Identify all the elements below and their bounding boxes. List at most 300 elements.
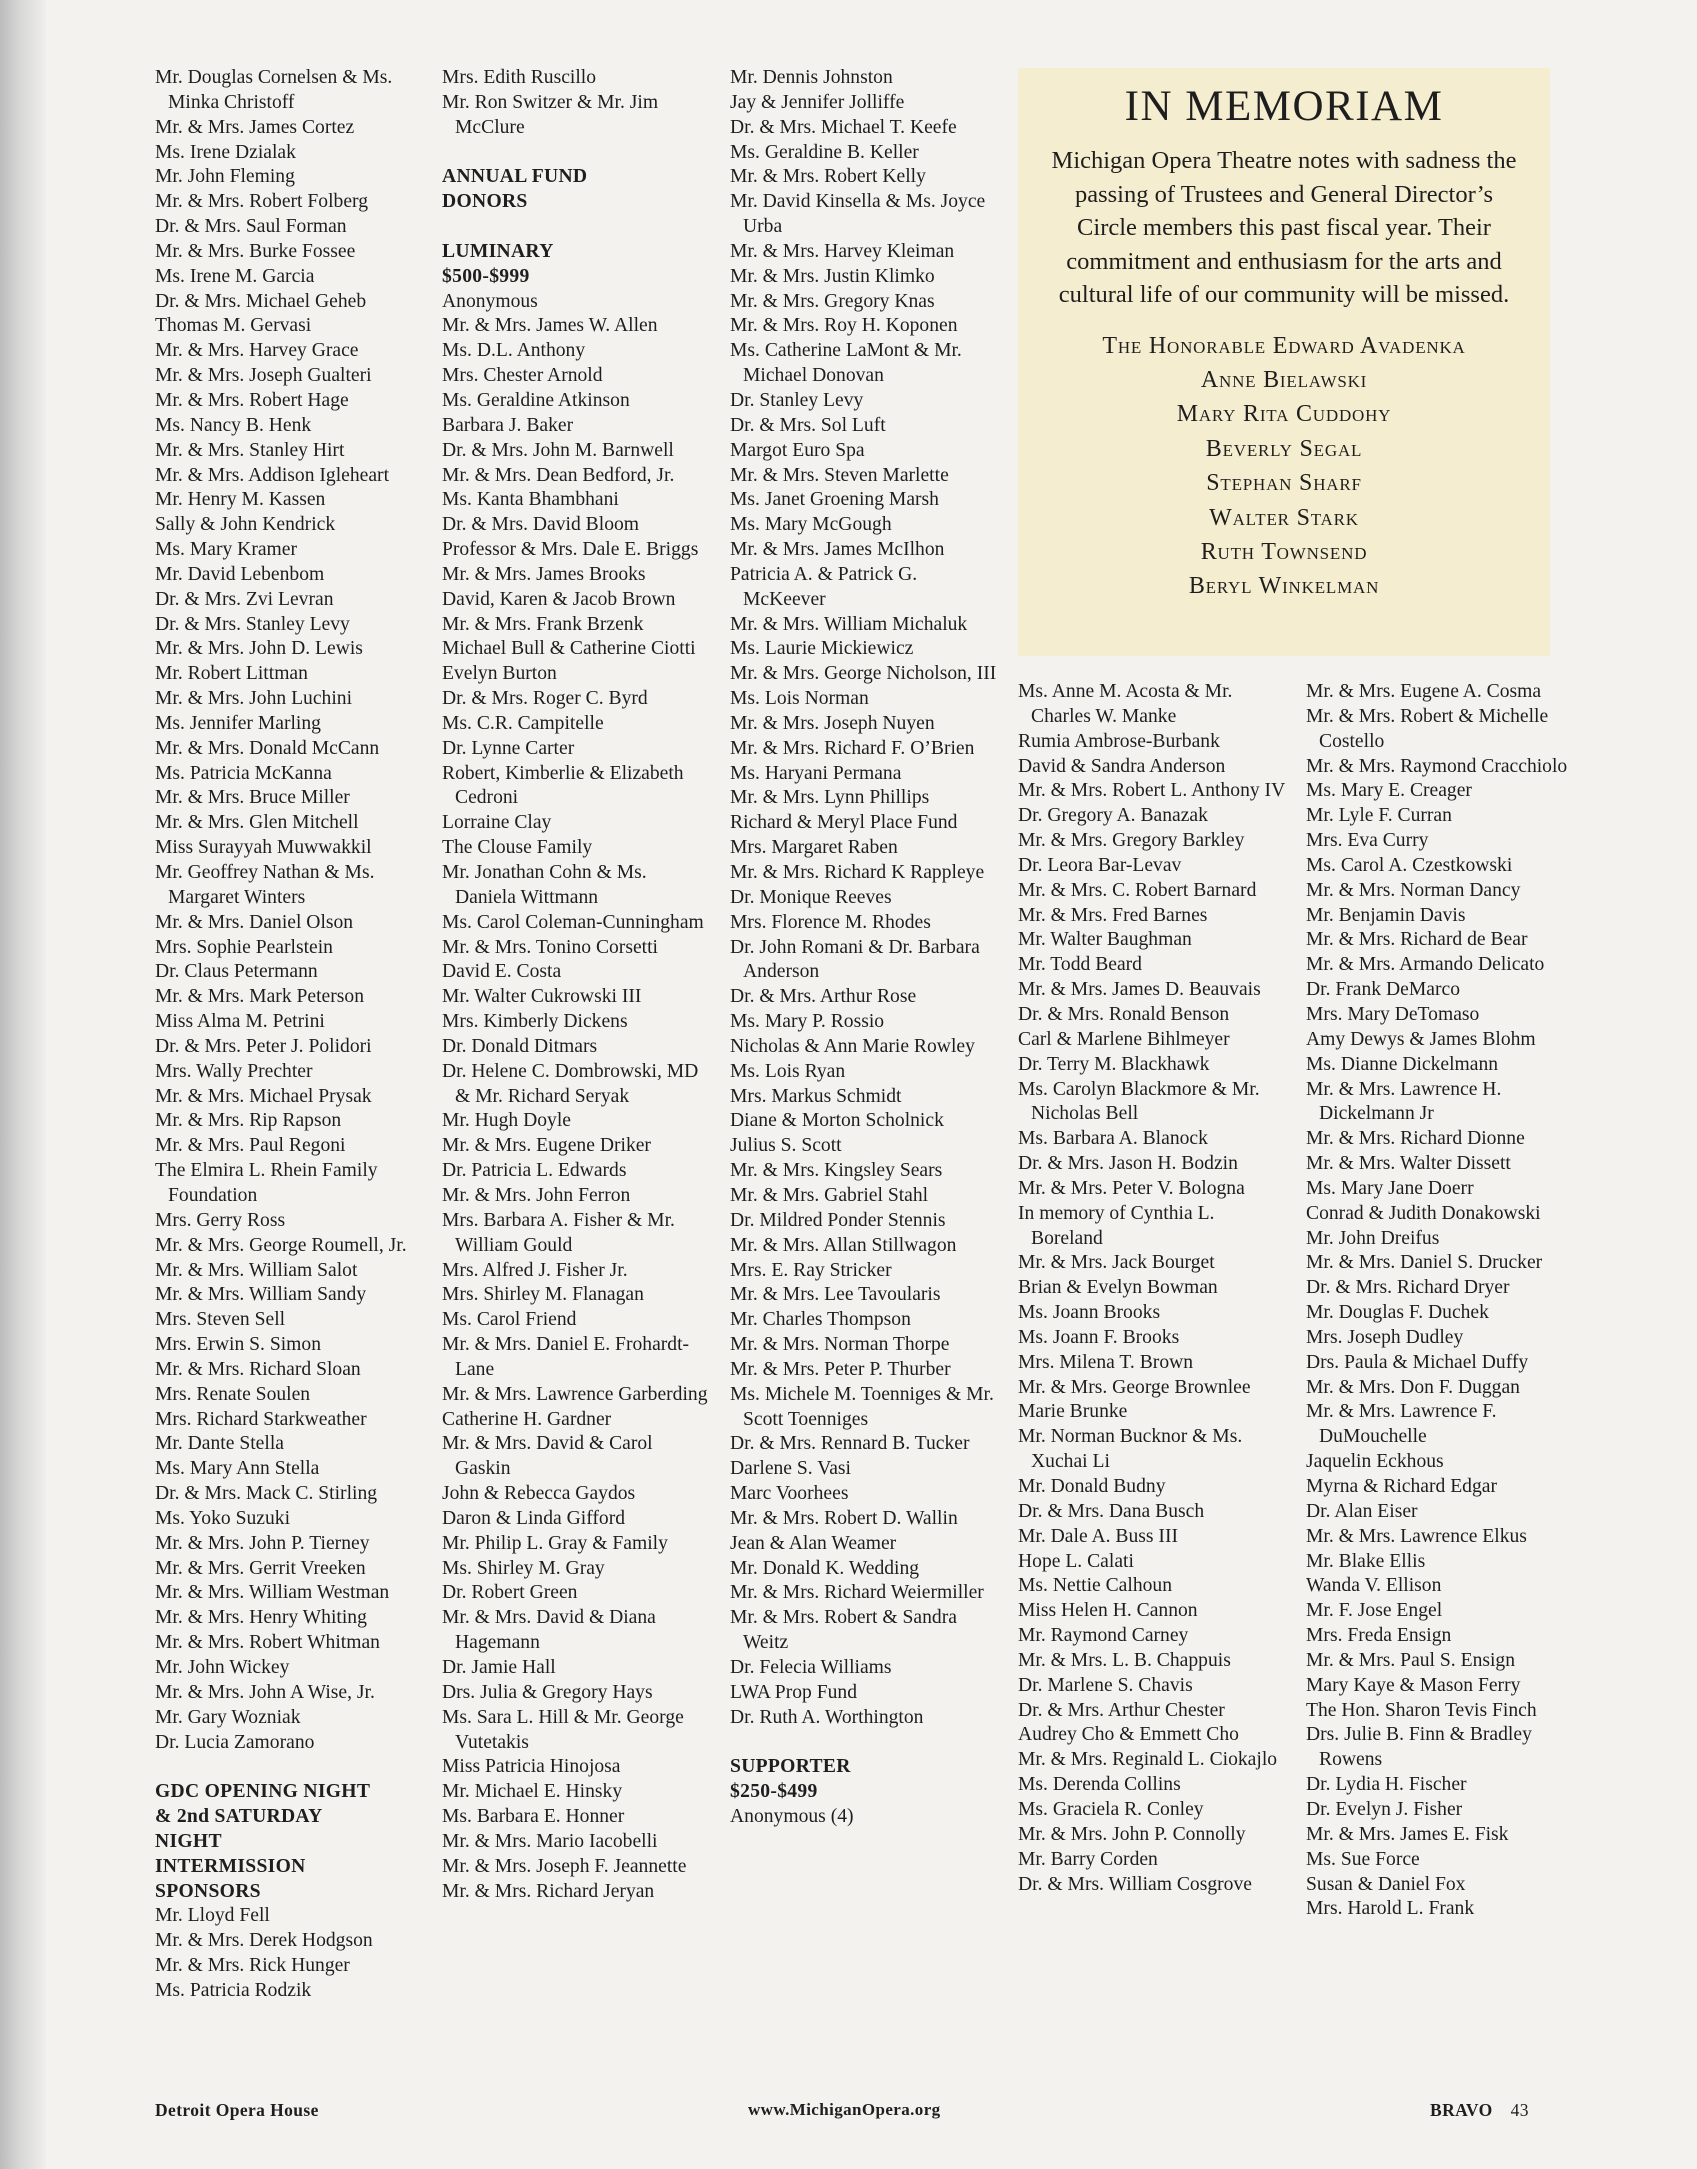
donor-entry: Ms. Mary Ann Stella [155,1458,320,1480]
donor-entry: Mr. John Fleming [155,166,295,188]
donor-entry: Dr. & Mrs. Roger C. Byrd [442,688,648,710]
memoriam-name: Beryl Winkelman [1188,573,1380,600]
donor-entry: Mrs. Gerry Ross [155,1209,286,1231]
donor-entry: Mr. Donald K. Wedding [730,1557,920,1579]
donor-entry: Mr. & Mrs. John P. Connolly [1018,1823,1246,1845]
donor-entry: Mr. & Mrs. Robert Whitman [155,1632,380,1654]
donor-entry: Ms. Nettie Calhoun [1018,1575,1173,1597]
donor-entry: Mr. & Mrs. Robert L. Anthony IV [1018,780,1286,802]
donor-entry: Mr. & Mrs. Richard F. O’Brien [730,737,975,759]
donor-entry: Ms. Kanta Bhambhani [442,489,619,511]
donor-entry: Mr. & Mrs. John P. Tierney [155,1532,370,1554]
donor-entry: Mr. & Mrs. James McIlhon [730,539,945,561]
page-spine-shadow [0,0,46,2169]
section-heading: NIGHT [155,1830,222,1852]
donor-entry: Sally & John Kendrick [155,514,336,536]
donor-entry: Mr. & Mrs. C. Robert Barnard [1018,879,1257,901]
memoriam-name: Mary Rita Cuddohy [1176,401,1392,428]
donor-entry: Mrs. Steven Sell [155,1309,286,1331]
donor-entry: Marie Brunke [1018,1401,1128,1423]
memoriam-name: Anne Bielawski [1200,366,1368,393]
donor-entry: Ms. Michele M. Toenniges & Mr. Scott Toenniges [730,1383,994,1430]
donor-entry: Diane & Morton Scholnick [730,1110,944,1132]
section-spacer [730,1731,998,1756]
donor-entry: Dr. Terry M. Blackhawk [1018,1053,1210,1075]
donor-entry: Mr. & Mrs. Derek Hodgson [155,1930,373,1952]
donor-entry: LWA Prop Fund [730,1681,858,1703]
section-heading: SPONSORS [155,1880,261,1902]
memoriam-message: Michigan Opera Theatre notes with sadness the passing of Trustees and General Director’s Circle members this past fiscal year. Their commitment and enthusiasm for the arts and cultural life of our community will be missed. [1051,147,1517,308]
donor-entry: Michael Bull & Catherine Ciotti [442,638,696,660]
donor-entry: Mrs. Florence M. Rhodes [730,911,931,933]
donor-entry: Mr. & Mrs. Donald McCann [155,737,380,759]
donor-entry: Nicholas & Ann Marie Rowley [730,1035,975,1057]
donor-entry: Dr. John Romani & Dr. Barbara Anderson [730,936,980,983]
donor-entry: Mr. Dennis Johnston [730,67,893,88]
donor-entry: Mr. & Mrs. Eugene A. Cosma [1306,681,1542,702]
memoriam-name: Walter Stark [1209,504,1359,531]
donor-entry: Mr. & Mrs. L. B. Chappuis [1018,1649,1231,1671]
donor-entry: Mr. & Mrs. Gregory Knas [730,290,935,312]
donor-entry: Mr. & Mrs. James Cortez [155,116,355,138]
donor-entry: Ms. Haryani Permana [730,762,902,784]
section-spacer [155,1755,423,1780]
section-heading: DONORS [442,191,528,213]
donor-entry: Mrs. Joseph Dudley [1306,1326,1464,1348]
donor-entry: Mrs. Erwin S. Simon [155,1334,322,1356]
donor-entry: Jean & Alan Weamer [730,1532,897,1554]
donor-entry: Mr. & Mrs. Norman Thorpe [730,1334,950,1356]
donor-entry: Darlene S. Vasi [730,1458,851,1480]
donor-entry: Mr. & Mrs. George Brownlee [1018,1376,1251,1398]
donor-entry: Mr. Charles Thompson [730,1309,911,1331]
donor-entry: Rumia Ambrose-Burbank [1018,730,1220,752]
donor-entry: Mrs. Kimberly Dickens [442,1011,628,1033]
donor-entry: Mr. & Mrs. William Westman [155,1582,390,1604]
donor-entry: Mr. Douglas Cornelsen & Ms. Minka Christoff [155,67,393,113]
donor-entry: Mr. & Mrs. Peter V. Bologna [1018,1177,1245,1199]
donor-entry: Mr. & Mrs. John D. Lewis [155,638,363,660]
donor-entry: Mr. Donald Budny [1018,1476,1166,1497]
donor-entry: Mrs. Alfred J. Fisher Jr. [442,1259,628,1281]
donor-entry: Catherine H. Gardner [442,1408,612,1430]
donor-entry: Mr. & Mrs. Robert Folberg [155,191,368,213]
donor-entry: Dr. Evelyn J. Fisher [1306,1798,1463,1820]
donor-entry: Mr. Walter Cukrowski III [442,986,642,1008]
donor-entry: Mr. & Mrs. Jack Bourget [1018,1252,1215,1274]
donor-entry: Mr. & Mrs. George Nicholson, III [730,663,997,685]
donor-entry: Dr. Marlene S. Chavis [1018,1674,1193,1696]
donor-entry: Dr. & Mrs. David Bloom [442,514,640,536]
donor-entry: Daron & Linda Gifford [442,1507,626,1529]
donor-entry: Robert, Kimberlie & Elizabeth Cedroni [442,762,684,809]
donor-entry: Mrs. Edith Ruscillo [442,67,597,88]
donor-entry: Dr. Donald Ditmars [442,1035,598,1057]
donor-entry: Jay & Jennifer Jolliffe [730,91,905,113]
donor-entry: Mr. & Mrs. Richard Weiermiller [730,1582,984,1604]
donor-entry: Mrs. Harold L. Frank [1306,1898,1475,1920]
section-spacer [442,141,710,166]
donor-entry: Myrna & Richard Edgar [1306,1476,1497,1497]
donor-entry: Susan & Daniel Fox [1306,1873,1466,1895]
donor-entry: Miss Helen H. Cannon [1018,1600,1198,1622]
donor-entry: Mr. & Mrs. Norman Dancy [1306,879,1521,901]
donor-entry: Ms. Carol A. Czestkowski [1306,854,1513,876]
donor-entry: Mr. & Mrs. Stanley Hirt [155,439,345,461]
donor-column-2 [442,66,710,1904]
donor-entry: Mr. & Mrs. Paul Regoni [155,1135,346,1157]
donor-entry: Dr. & Mrs. William Cosgrove [1018,1873,1252,1895]
donor-entry: Mr. & Mrs. Lawrence H. Dickelmann Jr [1306,1078,1502,1125]
donor-entry: Dr. Lynne Carter [442,737,575,759]
donor-entry: Ms. Lois Norman [730,688,869,710]
donor-entry: Mr. & Mrs. Harvey Grace [155,340,359,362]
donor-entry: Ms. Derenda Collins [1018,1774,1181,1796]
donor-entry: Dr. & Mrs. Sol Luft [730,414,886,436]
donor-entry: Mr. & Mrs. William Sandy [155,1284,367,1306]
donor-entry: Dr. Lucia Zamorano [155,1731,315,1753]
donor-entry: Ms. Nancy B. Henk [155,414,312,436]
donor-entry: Mr. & Mrs. Robert Kelly [730,166,926,188]
donor-entry: Mr. & Mrs. Armando Delicato [1306,954,1545,976]
footer-magazine: BRAVO [1430,2100,1493,2120]
donor-entry: Mr. & Mrs. Michael Prysak [155,1085,372,1107]
donor-entry: Dr. Robert Green [442,1582,578,1604]
donor-entry: Mrs. Chester Arnold [442,365,603,387]
donor-entry: Mr. Walter Baughman [1018,929,1192,951]
donor-entry: Dr. Alan Eiser [1306,1500,1418,1522]
donor-entry: Mr. Ron Switzer & Mr. Jim McClure [442,91,659,138]
donor-column-3 [730,66,998,1830]
donor-entry: Mr. David Kinsella & Ms. Joyce Urba [730,191,986,238]
donor-entry: Mr. & Mrs. Tonino Corsetti [442,936,658,958]
donor-entry: Richard & Meryl Place Fund [730,812,958,834]
donor-entry: Mr. & Mrs. John A Wise, Jr. [155,1681,375,1703]
donor-entry: Mr. Barry Corden [1018,1848,1158,1870]
donor-entry: Mr. & Mrs. Walter Dissett [1306,1153,1511,1175]
donor-entry: Mr. Hugh Doyle [442,1110,571,1132]
donor-entry: Mr. & Mrs. Glen Mitchell [155,812,359,834]
donor-entry: Dr. Patricia L. Edwards [442,1160,627,1182]
footer-website: www.MichiganOpera.org [748,2100,941,2119]
donor-entry: Mr. & Mrs. Justin Klimko [730,265,935,287]
donor-entry: Ms. Sara L. Hill & Mr. George Vutetakis [442,1706,684,1753]
donor-entry: Carl & Marlene Bihlmeyer [1018,1028,1230,1050]
donor-entry: Mr. & Mrs. George Roumell, Jr. [155,1234,407,1256]
donor-entry: Drs. Julie B. Finn & Bradley Rowens [1306,1724,1532,1771]
donor-entry: Mr. Douglas F. Duchek [1306,1302,1489,1324]
donor-entry: Mr. & Mrs. James D. Beauvais [1018,979,1261,1001]
donor-entry: Mr. & Mrs. Frank Brzenk [442,613,644,635]
donor-entry: Ms. Joann Brooks [1018,1302,1161,1324]
donor-entry: Mr. David Lebenbom [155,563,325,585]
donor-entry: Mr. & Mrs. Dean Bedford, Jr. [442,464,675,486]
donor-entry: Mr. & Mrs. William Salot [155,1259,358,1281]
donor-entry: John & Rebecca Gaydos [442,1483,636,1505]
donor-entry: Mr. Blake Ellis [1306,1550,1426,1572]
donor-entry: Mr. & Mrs. James W. Allen [442,315,658,337]
donor-entry: Mr. & Mrs. Lee Tavoularis [730,1284,941,1306]
donor-entry: Mr. & Mrs. Rick Hunger [155,1955,350,1977]
donor-entry: Mrs. E. Ray Stricker [730,1259,892,1281]
donor-entry: Mr. & Mrs. Fred Barnes [1018,904,1208,926]
donor-entry: Ms. Jennifer Marling [155,712,321,734]
donor-entry: Mr. & Mrs. Richard de Bear [1306,929,1528,951]
donor-entry: Mrs. Richard Starkweather [155,1408,367,1430]
donor-entry: David, Karen & Jacob Brown [442,588,676,610]
donor-entry: Miss Patricia Hinojosa [442,1756,621,1778]
donor-entry: Ms. Lois Ryan [730,1060,846,1082]
donor-entry: Dr. & Mrs. Ronald Benson [1018,1003,1230,1025]
donor-entry: Ms. Irene M. Garcia [155,265,315,287]
memoriam-names [1018,329,1550,604]
donor-entry: Ms. Carol Coleman-Cunningham [442,911,704,933]
donor-entry: Dr. & Mrs. Zvi Levran [155,588,334,610]
donor-entry: Mr. Robert Littman [155,663,308,685]
section-heading: INTERMISSION [155,1855,306,1877]
donor-entry: Dr. Ruth A. Worthington [730,1706,924,1728]
donor-entry: Patricia A. & Patrick G. McKeever [730,563,918,610]
donor-entry: Mr. & Mrs. William Michaluk [730,613,968,635]
donor-entry: Mr. & Mrs. Mario Iacobelli [442,1830,658,1852]
donor-entry: Dr. & Mrs. Jason H. Bodzin [1018,1153,1238,1175]
page-number: 43 [1510,2100,1529,2120]
donor-entry: Mr. & Mrs. Joseph Gualteri [155,365,372,387]
donor-entry: Dr. Monique Reeves [730,886,892,908]
donor-entry: Mr. & Mrs. John Luchini [155,688,353,710]
donor-entry: Thomas M. Gervasi [155,315,312,337]
donor-entry: David & Sandra Anderson [1018,755,1226,777]
donor-entry: Mr. & Mrs. Lawrence F. DuMouchelle [1306,1401,1497,1448]
donor-column-4 [1018,680,1288,1897]
donor-entry: Mr. & Mrs. John Ferron [442,1184,631,1206]
donor-entry: Mr. Norman Bucknor & Ms. Xuchai Li [1018,1426,1243,1473]
donor-entry: Ms. Laurie Mickiewicz [730,638,914,660]
donor-entry: Drs. Paula & Michael Duffy [1306,1351,1529,1373]
donor-entry: Ms. Irene Dzialak [155,141,296,163]
in-memoriam-box [1018,68,1550,656]
donor-entry: Julius S. Scott [730,1135,842,1157]
donor-entry: Mrs. Milena T. Brown [1018,1351,1194,1373]
donor-entry: Mrs. Mary DeTomaso [1306,1003,1480,1025]
donor-entry: Anonymous [442,290,538,312]
donor-entry: Mr. & Mrs. Harvey Kleiman [730,240,955,262]
donor-entry: Mr. & Mrs. Robert & Michelle Costello [1306,705,1549,752]
donor-entry: Mr. & Mrs. Eugene Driker [442,1135,651,1157]
section-heading: ANNUAL FUND [442,166,588,188]
donor-entry: David E. Costa [442,961,562,983]
donor-entry: Mr. & Mrs. Joseph Nuyen [730,712,935,734]
donor-entry: Mr. Todd Beard [1018,954,1142,976]
donor-entry: Ms. Mary P. Rossio [730,1011,885,1033]
donor-entry: Ms. Anne M. Acosta & Mr. Charles W. Manke [1018,681,1233,727]
donor-entry: The Clouse Family [442,837,593,859]
donor-entry: Ms. Mary E. Creager [1306,780,1472,802]
donor-entry: Dr. & Mrs. Arthur Rose [730,986,917,1008]
donor-entry: Ms. Dianne Dickelmann [1306,1053,1499,1075]
donor-entry: Mr. Gary Wozniak [155,1706,301,1728]
donor-entry: Evelyn Burton [442,663,557,685]
donor-entry: Professor & Mrs. Dale E. Briggs [442,539,699,561]
memoriam-name: Ruth Townsend [1200,538,1368,565]
donor-entry: Dr. Gregory A. Banazak [1018,805,1208,827]
donor-entry: Mr. Benjamin Davis [1306,904,1466,926]
donor-entry: In memory of Cynthia L. Boreland [1018,1202,1215,1249]
memoriam-name: The Honorable Edward Avadenka [1102,332,1466,359]
donor-entry: Lorraine Clay [442,812,552,834]
donor-entry: Mrs. Margaret Raben [730,837,898,859]
donor-entry: Mr. & Mrs. Peter P. Thurber [730,1358,951,1380]
donor-entry: Dr. Mildred Ponder Stennis [730,1209,946,1231]
donor-entry: Dr. & Mrs. Richard Dryer [1306,1277,1510,1299]
donor-entry: Mrs. Freda Ensign [1306,1625,1452,1647]
donor-entry: Mr. & Mrs. James E. Fisk [1306,1823,1509,1845]
donor-entry: Mr. & Mrs. Don F. Duggan [1306,1376,1520,1398]
section-heading: $500-$999 [442,265,530,287]
donor-entry: Mr. & Mrs. Lynn Phillips [730,787,930,809]
donor-entry: Mr. & Mrs. Reginald L. Ciokajlo [1018,1749,1278,1771]
donor-entry: Mr. & Mrs. David & Diana Hagemann [442,1607,656,1654]
donor-entry: Mr. & Mrs. Richard Dionne [1306,1128,1525,1150]
donor-entry: Ms. Barbara E. Honner [442,1806,625,1828]
donor-entry: Mr. & Mrs. Robert D. Wallin [730,1507,958,1529]
section-heading: GDC OPENING NIGHT [155,1781,371,1803]
donor-column-5 [1306,680,1576,1922]
donor-entry: Dr. Jamie Hall [442,1657,556,1678]
donor-entry: Dr. Felecia Williams [730,1657,892,1678]
memoriam-name: Stephan Sharf [1206,470,1362,497]
donor-entry: Conrad & Judith Donakowski [1306,1202,1541,1224]
donor-entry: Mr. & Mrs. Daniel E. Frohardt-Lane [442,1334,690,1380]
donor-entry: Ms. Shirley M. Gray [442,1557,605,1579]
donor-entry: Mr. Dante Stella [155,1433,284,1455]
donor-entry: Mr. & Mrs. Henry Whiting [155,1607,367,1629]
donor-entry: Mary Kaye & Mason Ferry [1306,1674,1521,1696]
donor-entry: Mrs. Barbara A. Fisher & Mr. William Gould [442,1209,675,1256]
donor-entry: Ms. Geraldine B. Keller [730,141,919,163]
donor-entry: Mr. & Mrs. Mark Peterson [155,986,364,1008]
donor-entry: Dr. & Mrs. Michael T. Keefe [730,116,957,138]
donor-entry: Mr. Lloyd Fell [155,1905,270,1927]
donor-entry: Mr. & Mrs. Joseph F. Jeannette [442,1855,687,1877]
donor-entry: Mr. John Wickey [155,1657,290,1678]
donor-entry: Mr. & Mrs. Daniel Olson [155,911,354,933]
donor-column-1 [155,66,423,2004]
donor-entry: Ms. Geraldine Atkinson [442,389,630,411]
donor-entry: Dr. & Mrs. John M. Barnwell [442,439,674,461]
donor-entry: Dr. Helene C. Dombrowski, MD & Mr. Richard Seryak [442,1060,699,1107]
donor-entry: Dr. Leora Bar-Levav [1018,854,1182,876]
donor-entry: Mr. Dale A. Buss III [1018,1525,1179,1547]
donor-entry: Mr. & Mrs. Raymond Cracchiolo [1306,755,1568,777]
donor-entry: Mr. & Mrs. Paul S. Ensign [1306,1649,1516,1671]
donor-entry: Ms. Carol Friend [442,1309,577,1331]
donor-entry: Mr. & Mrs. Roy H. Koponen [730,315,958,337]
donor-entry: Ms. Carolyn Blackmore & Mr. Nicholas Bell [1018,1078,1260,1125]
donor-entry: Mr. & Mrs. Kingsley Sears [730,1160,943,1182]
donor-entry: Mr. Philip L. Gray & Family [442,1532,668,1554]
donor-entry: Mr. & Mrs. Robert & Sandra Weitz [730,1607,957,1654]
donor-entry: Ms. Mary Kramer [155,539,298,561]
donor-entry: Dr. Claus Petermann [155,961,318,983]
donor-entry: Dr. & Mrs. Mack C. Stirling [155,1483,378,1505]
donor-entry: Dr. & Mrs. Rennard B. Tucker [730,1433,970,1455]
donor-entry: Drs. Julia & Gregory Hays [442,1681,653,1703]
donor-entry: Ms. Graciela R. Conley [1018,1798,1204,1820]
donor-entry: Ms. Mary Jane Doerr [1306,1177,1474,1199]
donor-entry: Mr. & Mrs. Daniel S. Drucker [1306,1252,1543,1274]
donor-entry: Mr. Lyle F. Curran [1306,805,1452,827]
donor-entry: Dr. & Mrs. Saul Forman [155,216,347,238]
donor-entry: Mrs. Renate Soulen [155,1383,311,1405]
donor-entry: Dr. Stanley Levy [730,389,864,411]
donor-entry: Mr. & Mrs. Lawrence Elkus [1306,1525,1527,1547]
donor-entry: Ms. Patricia McKanna [155,762,332,784]
donor-entry: Mr. & Mrs. David & Carol Gaskin [442,1433,653,1480]
donor-entry: Mr. & Mrs. Richard K Rappleye [730,862,985,883]
donor-entry: Mr. Michael E. Hinsky [442,1781,623,1803]
donor-entry: Mr. & Mrs. Gabriel Stahl [730,1184,929,1206]
section-heading: LUMINARY [442,240,554,262]
donor-entry: Dr. & Mrs. Michael Geheb [155,290,367,312]
donor-entry: Mr. & Mrs. Gregory Barkley [1018,830,1245,852]
donor-entry: Barbara J. Baker [442,414,574,436]
donor-entry: Dr. & Mrs. Dana Busch [1018,1500,1205,1522]
donor-entry: Mrs. Wally Prechter [155,1060,313,1082]
donor-entry: The Elmira L. Rhein Family Foundation [155,1160,378,1206]
donor-entry: Mr. & Mrs. Robert Hage [155,389,349,411]
footer-page-info [1430,2100,1529,2121]
donor-entry: The Hon. Sharon Tevis Finch [1306,1699,1537,1721]
donor-entry: Mr. & Mrs. Gerrit Vreeken [155,1557,366,1579]
donor-entry: Ms. Barbara A. Blanock [1018,1128,1208,1150]
donor-entry: Mrs. Eva Curry [1306,830,1429,852]
donor-entry: Ms. C.R. Campitelle [442,712,604,734]
donor-entry: Mr. & Mrs. Steven Marlette [730,464,949,486]
donor-entry: Mr. Jonathan Cohn & Ms. Daniela Wittmann [442,862,647,908]
donor-entry: Hope L. Calati [1018,1550,1134,1572]
footer-venue: Detroit Opera House [155,2100,319,2120]
donor-entry: Ms. Mary McGough [730,514,892,536]
donor-entry: Margot Euro Spa [730,439,865,461]
donor-entry: Mr. Henry M. Kassen [155,489,326,511]
donor-entry: Dr. & Mrs. Peter J. Polidori [155,1035,372,1057]
donor-entry: Ms. Joann F. Brooks [1018,1326,1180,1348]
donor-entry: Dr. & Mrs. Stanley Levy [155,613,350,635]
donor-entry: Ms. Catherine LaMont & Mr. Michael Donovan [730,340,962,387]
donor-entry: Wanda V. Ellison [1306,1575,1442,1597]
donor-entry: Ms. D.L. Anthony [442,340,586,362]
donor-entry: Mr. John Dreifus [1306,1227,1440,1249]
section-spacer [442,215,710,240]
memoriam-name: Beverly Segal [1205,435,1363,462]
donor-entry: Dr. Frank DeMarco [1306,979,1460,1001]
donor-entry: Mr. & Mrs. Burke Fossee [155,240,356,262]
donor-entry: Mrs. Sophie Pearlstein [155,936,333,958]
donor-entry: Amy Dewys & James Blohm [1306,1028,1536,1050]
donor-entry: Mr. Geoffrey Nathan & Ms. Margaret Winters [155,862,375,908]
section-heading: & 2nd SATURDAY [155,1806,323,1828]
donor-entry: Dr. & Mrs. Arthur Chester [1018,1699,1225,1721]
donor-entry: Jaquelin Eckhous [1306,1451,1444,1473]
section-heading: $250-$499 [730,1781,818,1803]
donor-entry: Mrs. Markus Schmidt [730,1085,902,1107]
donor-entry: Anonymous (4) [730,1806,854,1828]
donor-entry: Mr. & Mrs. Lawrence Garberding [442,1383,708,1405]
donor-entry: Mr. F. Jose Engel [1306,1600,1443,1622]
donor-entry: Mr. & Mrs. Bruce Miller [155,787,350,809]
donor-entry: Brian & Evelyn Bowman [1018,1277,1218,1299]
